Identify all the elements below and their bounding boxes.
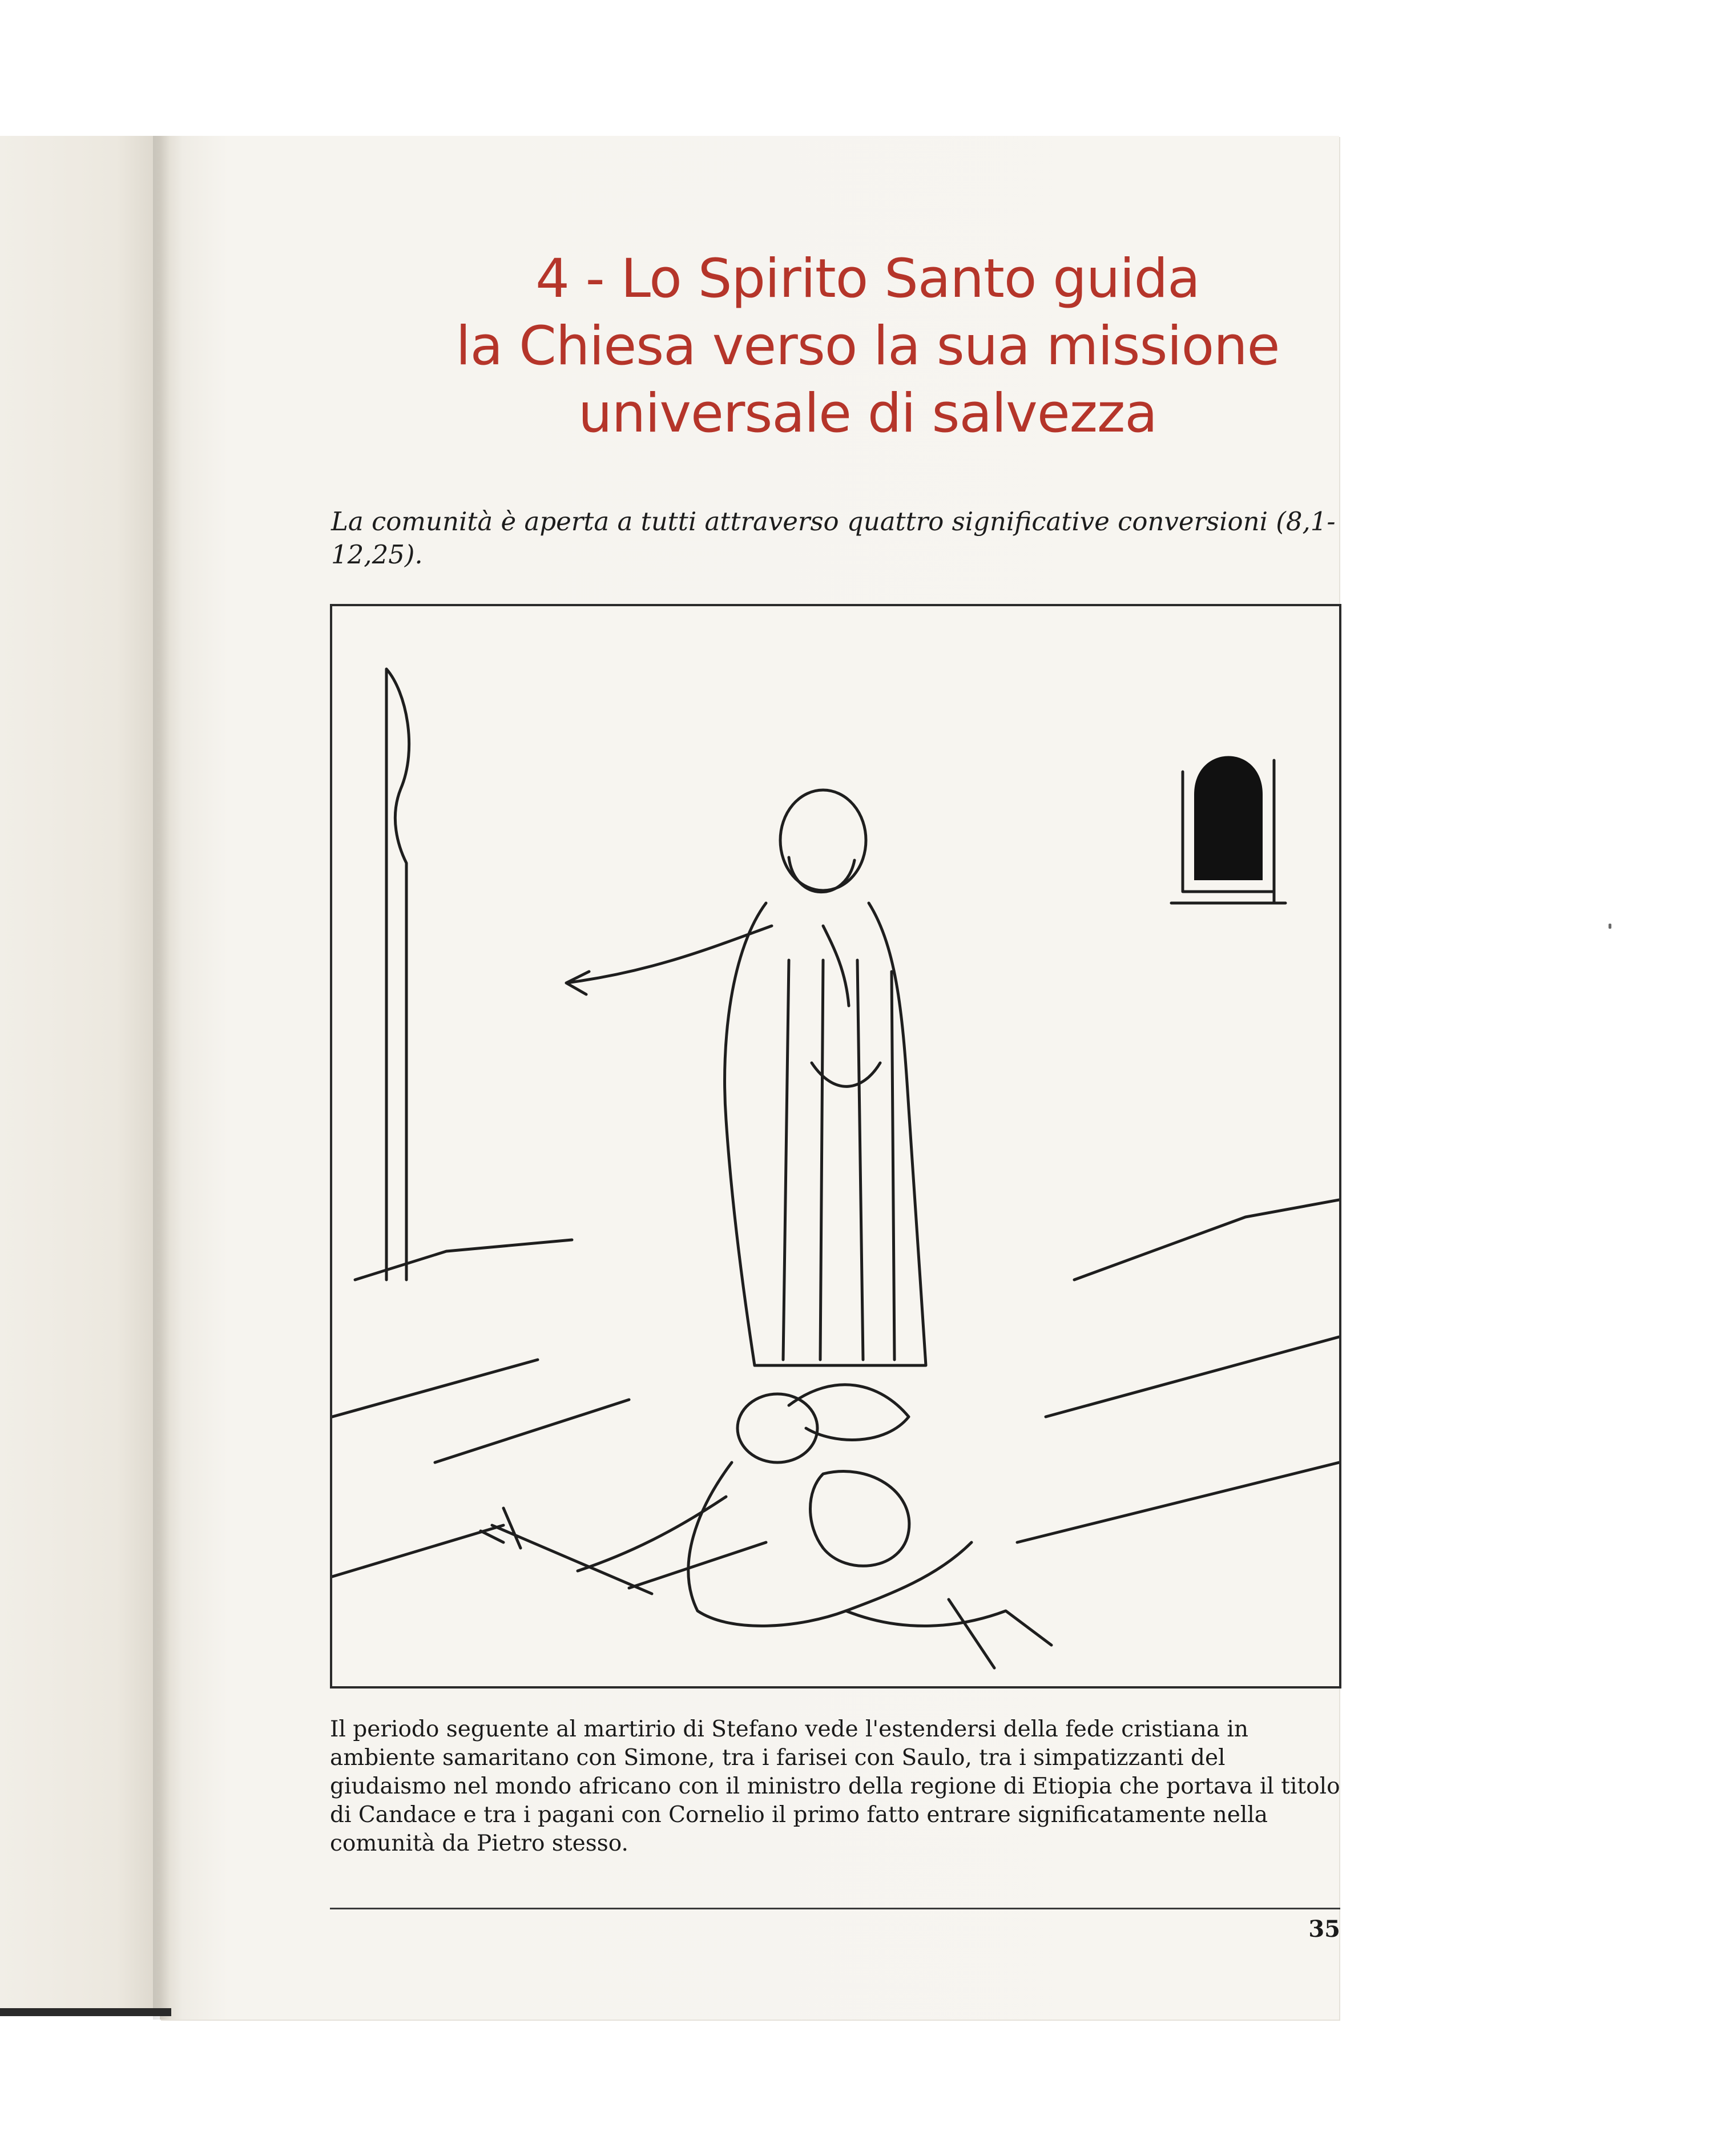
binding-edge	[0, 2008, 171, 2016]
window-dark-arch	[1194, 756, 1263, 881]
standing-figure-hand	[823, 926, 849, 1006]
fallen-figure-body	[688, 1462, 972, 1626]
page-gutter	[153, 136, 170, 2020]
chapter-title-line-3: universale di salvezza	[578, 382, 1157, 445]
fallen-figure-helmet	[789, 1385, 909, 1440]
standing-figure-beard	[789, 857, 854, 892]
conversion-of-saul-illustration	[332, 606, 1339, 1686]
chapter-title-line-2: la Chiesa verso la sua missione	[456, 315, 1280, 377]
previous-page-edge	[0, 136, 167, 2008]
chapter-title-line-1: 4 - Lo Spirito Santo guida	[535, 248, 1200, 310]
left-pillar-outline	[386, 669, 409, 1280]
illustration-frame	[330, 604, 1341, 1688]
page-number: 35	[1308, 1916, 1340, 1943]
illustration-caption: Il periodo seguente al martirio di Stefano vede l'estendersi della fede cristiana in ambiente samaritano con Simone, tra i farisei con Saulo, tra i simpatizzanti del giudaismo nel mondo africano con il ministro della regione di Etiopia che portava il titolo di Candace e tra i pagani con Cornelio il primo fatto entrare significatamente nella comunità da Pietro stesso.	[330, 1716, 1340, 1856]
footer-rule	[330, 1908, 1340, 1909]
fallen-figure-legs	[846, 1599, 1051, 1668]
fallen-figure-shield	[811, 1472, 909, 1566]
scan-speck	[1609, 924, 1611, 929]
floor-lines	[332, 1360, 766, 1588]
standing-figure-folds	[783, 960, 894, 1360]
chapter-title	[320, 245, 1416, 448]
right-wall-line	[1017, 1200, 1339, 1542]
chapter-subtitle: La comunità è aperta a tutti attraverso quattro significative conversioni (8,1-12,25).	[331, 506, 1336, 570]
standing-figure-robe	[725, 903, 926, 1365]
